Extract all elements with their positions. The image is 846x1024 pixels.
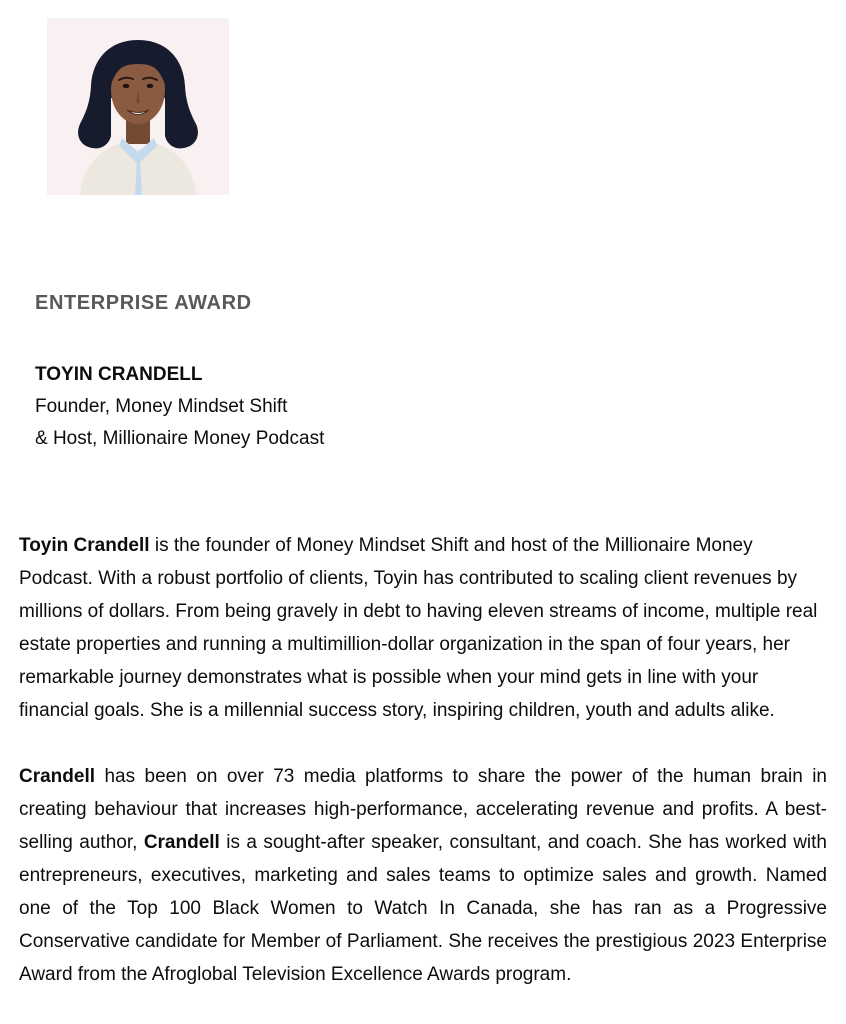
recipient-role-line1: Founder, Money Mindset Shift xyxy=(35,396,288,417)
recipient-name: TOYIN CRANDELL xyxy=(35,364,203,385)
award-title: ENTERPRISE AWARD xyxy=(35,292,252,314)
bio-paragraph-1: Toyin Crandell is the founder of Money Mindset Shift and host of the Millionaire Money Podcast. With a robust portfolio of clients, Toyin has contributed to scaling client revenues by millions of dollars. From being gravely in debt to having eleven streams of income, multiple real estate properties and running a multimillion-dollar organization in the span of four years, her remarkable journey demonstrates what is possible when your mind gets in line with your financial goals. She is a millennial success story, inspiring children, youth and adults alike. xyxy=(19,535,818,721)
biography-section xyxy=(19,529,827,1024)
recipient-photo xyxy=(47,18,229,195)
recipient-role-line2: & Host, Millionaire Money Podcast xyxy=(35,428,325,449)
eye-right xyxy=(147,84,154,88)
eye-left xyxy=(123,84,130,88)
recipient-block xyxy=(35,359,324,455)
bio-paragraph-2: Crandell has been on over 73 media platforms to share the power of the human brain in creating behaviour that increases high-performance, accelerating revenue and profits. A best-selling author, Crandell is a sought-after speaker, consultant, and coach. She has worked with entrepreneurs, executives, marketing and sales teams to optimize sales and growth. Named one of the Top 100 Black Women to Watch In Canada, she has ran as a Progressive Conservative candidate for Member of Parliament. She receives the prestigious 2023 Enterprise Award from the Afroglobal Television Excellence Awards program. xyxy=(19,766,827,985)
